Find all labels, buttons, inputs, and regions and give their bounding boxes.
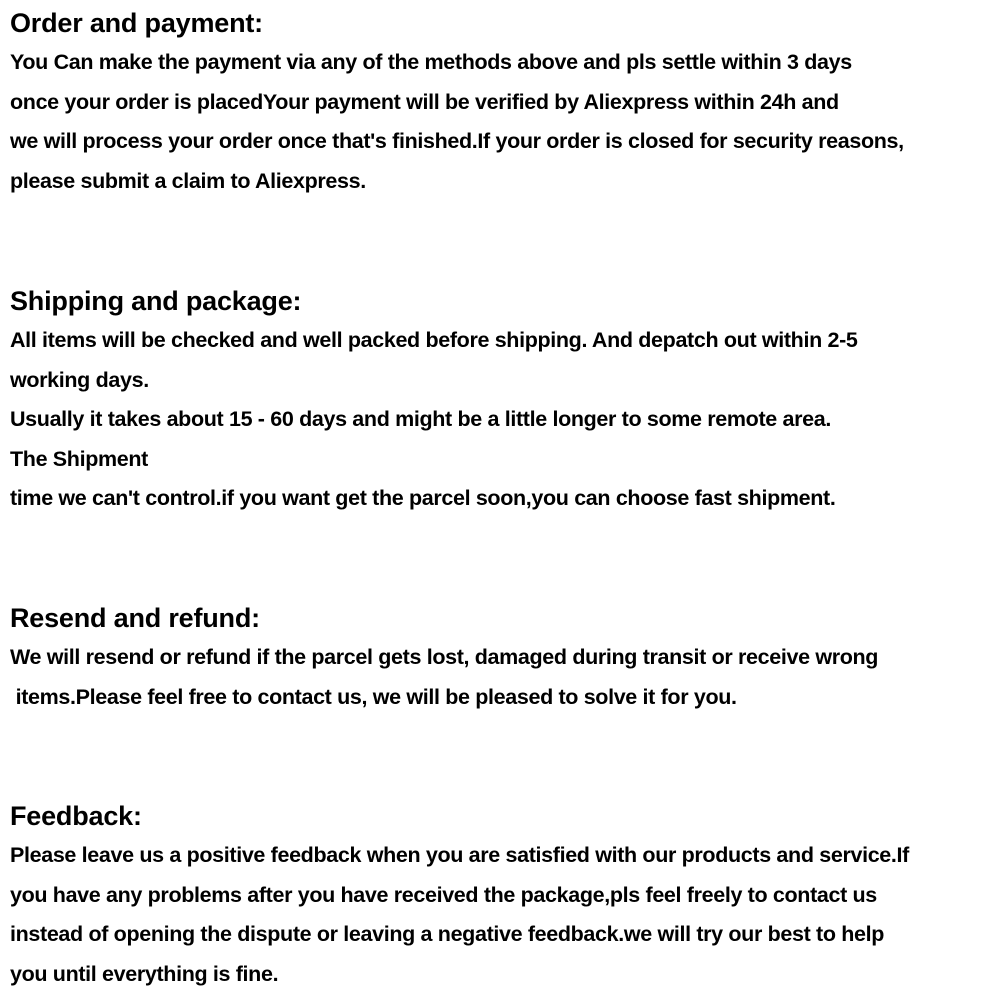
section-body (10, 321, 1000, 519)
paragraph-line: time we can't control.if you want get the parcel soon,you can choose fast shipment. (10, 486, 836, 511)
section-heading: Order and payment: (10, 8, 263, 38)
paragraph-line: once your order is placedYour payment will be verified by Aliexpress within 24h and (10, 89, 839, 114)
paragraph-line: We will resend or refund if the parcel gets lost, damaged during transit or receive wrong (10, 645, 879, 669)
paragraph-line: working days. (10, 367, 149, 392)
section-body (10, 836, 1000, 994)
paragraph-line: instead of opening the dispute or leaving a negative feedback.we will try our best to help (10, 922, 885, 947)
paragraph-line: you have any problems after you have received the package,pls feel freely to contact us (10, 882, 877, 907)
paragraph-line: Please leave us a positive feedback when you are satisfied with our products and service.If (10, 843, 909, 867)
paragraph-line: please submit a claim to Aliexpress. (10, 168, 366, 193)
resend-and-refund-section (10, 600, 1000, 717)
paragraph-line: we will process your order once that's finished.If your order is closed for security reasons, (10, 129, 904, 154)
section-heading: Shipping and package: (10, 286, 302, 316)
feedback-section (10, 798, 1000, 994)
section-heading: Feedback: (10, 801, 142, 831)
paragraph-line: Usually it takes about 15 - 60 days and might be a little longer to some remote area. (10, 407, 831, 432)
paragraph-line: All items will be checked and well packed before shipping. And depatch out within 2-5 (10, 328, 858, 352)
section-body (10, 43, 1000, 201)
paragraph-line: you until everything is fine. (10, 961, 279, 986)
paragraph-line: The Shipment (10, 446, 148, 471)
order-and-payment-section (10, 5, 1000, 201)
section-body (10, 638, 1000, 717)
shipping-and-package-section (10, 283, 1000, 519)
paragraph-line: You Can make the payment via any of the methods above and pls settle within 3 days (10, 50, 852, 74)
section-heading: Resend and refund: (10, 603, 260, 633)
paragraph-line: items.Please feel free to contact us, we will be pleased to solve it for you. (10, 684, 737, 709)
